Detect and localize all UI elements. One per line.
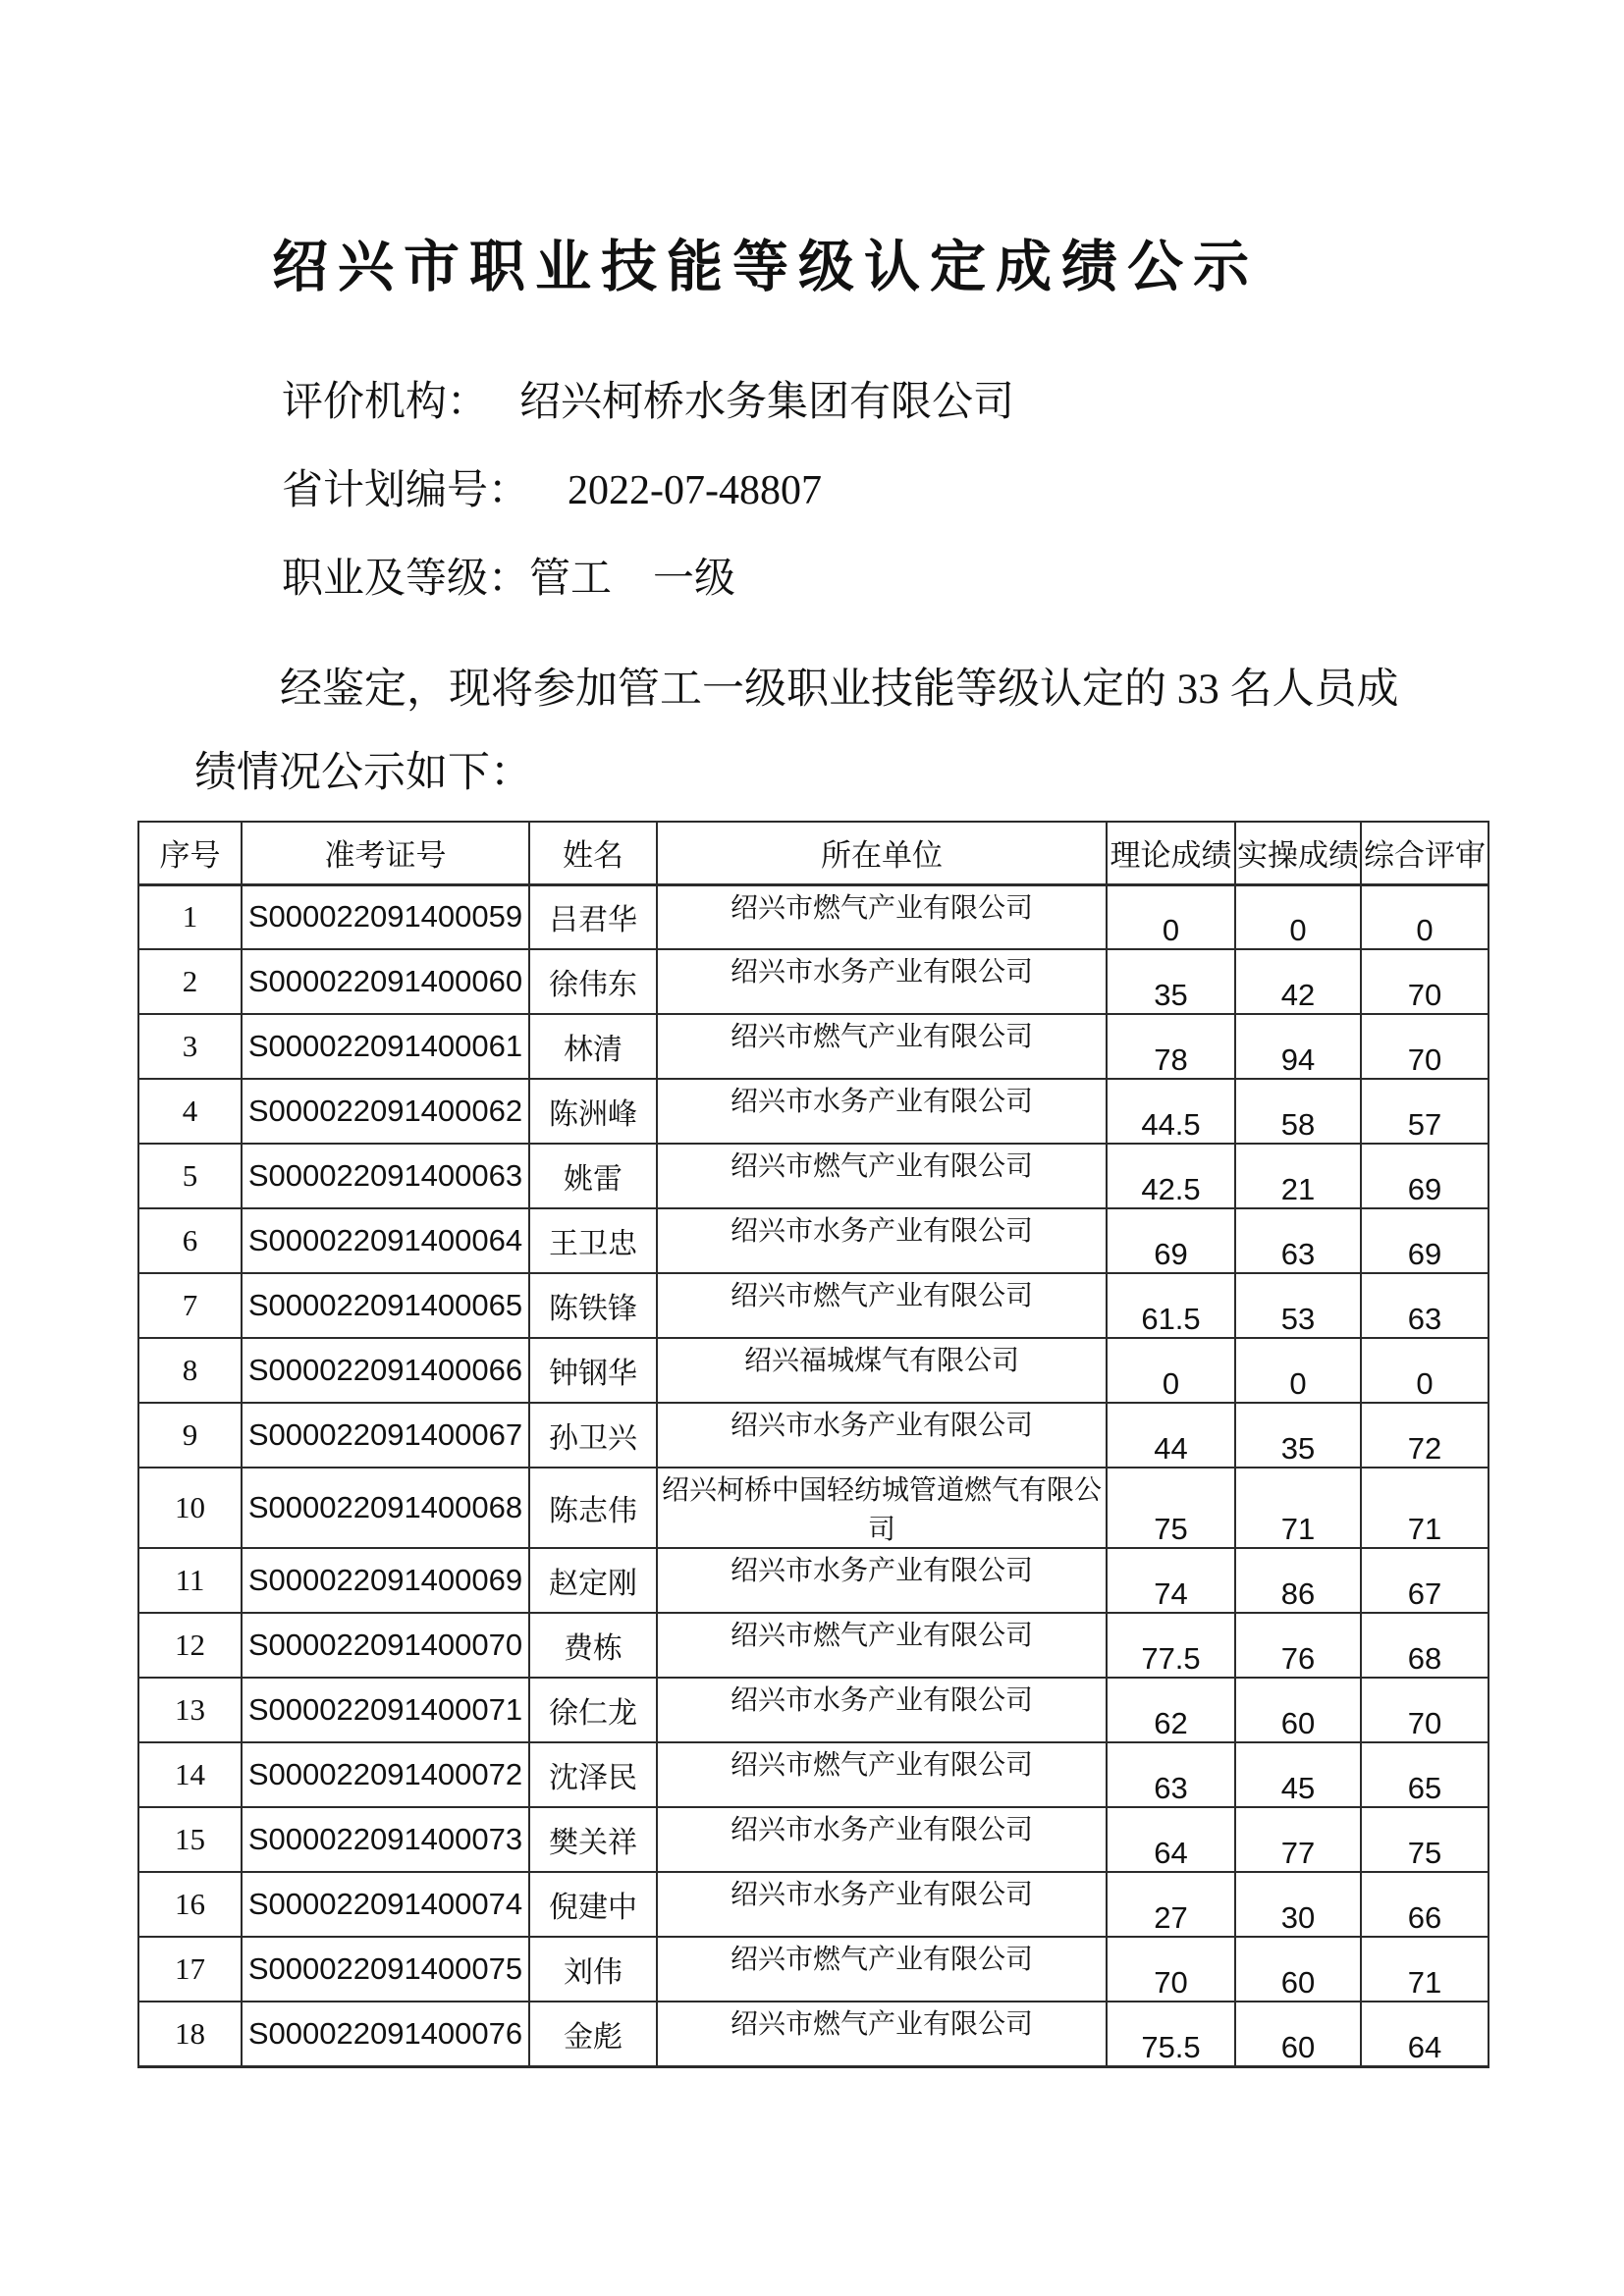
- table-row: [138, 949, 1489, 1014]
- cell-name: 陈志伟: [529, 1468, 657, 1548]
- cell-employer: 绍兴市水务产业有限公司: [657, 1208, 1107, 1273]
- table-row: [138, 1338, 1489, 1403]
- cell-index: 14: [138, 1742, 242, 1807]
- cell-exam-id: S000022091400065: [242, 1273, 529, 1338]
- meta-value-evaluator: 绍兴柯桥水务集团有限公司: [519, 380, 1015, 425]
- cell-practical-score: 0: [1235, 1338, 1361, 1403]
- cell-name: 徐伟东: [529, 949, 657, 1014]
- cell-practical-score: 53: [1235, 1273, 1361, 1338]
- cell-employer: 绍兴市水务产业有限公司: [657, 1872, 1107, 1937]
- cell-index: 6: [138, 1208, 242, 1273]
- cell-theory-score: 69: [1107, 1208, 1235, 1273]
- cell-name: 姚雷: [529, 1144, 657, 1208]
- cell-index: 16: [138, 1872, 242, 1937]
- cell-review-score: 68: [1361, 1613, 1489, 1678]
- table-row: [138, 1208, 1489, 1273]
- cell-practical-score: 45: [1235, 1742, 1361, 1807]
- cell-name: 费栋: [529, 1613, 657, 1678]
- cell-index: 4: [138, 1079, 242, 1144]
- cell-practical-score: 94: [1235, 1014, 1361, 1079]
- table-row: [138, 1079, 1489, 1144]
- meta-label-evaluator: 评价机构：: [282, 380, 489, 425]
- cell-review-score: 0: [1361, 884, 1489, 949]
- column-header-6: 综合评审: [1361, 822, 1489, 884]
- table-row: [138, 1872, 1489, 1937]
- column-header-2: 姓名: [529, 822, 657, 884]
- cell-exam-id: S000022091400059: [242, 884, 529, 949]
- cell-index: 1: [138, 884, 242, 949]
- cell-review-score: 75: [1361, 1807, 1489, 1872]
- cell-employer: 绍兴市水务产业有限公司: [657, 949, 1107, 1014]
- cell-index: 3: [138, 1014, 242, 1079]
- cell-exam-id: S000022091400063: [242, 1144, 529, 1208]
- column-header-1: 准考证号: [242, 822, 529, 884]
- cell-employer: 绍兴市水务产业有限公司: [657, 1678, 1107, 1742]
- table-header-row: [138, 822, 1489, 884]
- cell-theory-score: 44.5: [1107, 1079, 1235, 1144]
- cell-practical-score: 0: [1235, 884, 1361, 949]
- cell-index: 7: [138, 1273, 242, 1338]
- cell-review-score: 57: [1361, 1079, 1489, 1144]
- meta-line-evaluator: [282, 369, 1014, 428]
- cell-theory-score: 74: [1107, 1548, 1235, 1613]
- cell-exam-id: S000022091400060: [242, 949, 529, 1014]
- cell-name: 王卫忠: [529, 1208, 657, 1273]
- cell-practical-score: 35: [1235, 1403, 1361, 1468]
- cell-name: 金彪: [529, 2002, 657, 2066]
- cell-employer: 绍兴市燃气产业有限公司: [657, 1014, 1107, 1079]
- results-table: [137, 821, 1489, 2068]
- table-row: [138, 1742, 1489, 1807]
- cell-index: 15: [138, 1807, 242, 1872]
- cell-review-score: 72: [1361, 1403, 1489, 1468]
- cell-index: 17: [138, 1937, 242, 2002]
- cell-exam-id: S000022091400076: [242, 2002, 529, 2066]
- cell-practical-score: 60: [1235, 1937, 1361, 2002]
- cell-name: 林清: [529, 1014, 657, 1079]
- column-header-4: 理论成绩: [1107, 822, 1235, 884]
- cell-exam-id: S000022091400062: [242, 1079, 529, 1144]
- cell-index: 18: [138, 2002, 242, 2066]
- cell-employer: 绍兴市燃气产业有限公司: [657, 1613, 1107, 1678]
- cell-name: 刘伟: [529, 1937, 657, 2002]
- cell-practical-score: 71: [1235, 1468, 1361, 1548]
- table-body: [138, 884, 1489, 2066]
- cell-exam-id: S000022091400071: [242, 1678, 529, 1742]
- column-header-5: 实操成绩: [1235, 822, 1361, 884]
- cell-index: 13: [138, 1678, 242, 1742]
- cell-review-score: 71: [1361, 1937, 1489, 2002]
- table-row: [138, 1937, 1489, 2002]
- cell-review-score: 70: [1361, 1678, 1489, 1742]
- cell-employer: 绍兴市燃气产业有限公司: [657, 1273, 1107, 1338]
- cell-employer: 绍兴市燃气产业有限公司: [657, 1144, 1107, 1208]
- page-title: 绍兴市职业技能等级认定成绩公示: [272, 236, 1259, 298]
- cell-practical-score: 77: [1235, 1807, 1361, 1872]
- cell-review-score: 70: [1361, 949, 1489, 1014]
- table-row: [138, 1468, 1489, 1548]
- cell-theory-score: 64: [1107, 1807, 1235, 1872]
- cell-name: 陈洲峰: [529, 1079, 657, 1144]
- table-row: [138, 1548, 1489, 1613]
- cell-exam-id: S000022091400070: [242, 1613, 529, 1678]
- cell-exam-id: S000022091400064: [242, 1208, 529, 1273]
- cell-index: 11: [138, 1548, 242, 1613]
- cell-exam-id: S000022091400061: [242, 1014, 529, 1079]
- table-row: [138, 1273, 1489, 1338]
- cell-exam-id: S000022091400068: [242, 1468, 529, 1548]
- cell-practical-score: 42: [1235, 949, 1361, 1014]
- cell-name: 倪建中: [529, 1872, 657, 1937]
- cell-index: 9: [138, 1403, 242, 1468]
- cell-index: 5: [138, 1144, 242, 1208]
- table-row: [138, 2002, 1489, 2066]
- cell-theory-score: 77.5: [1107, 1613, 1235, 1678]
- cell-name: 徐仁龙: [529, 1678, 657, 1742]
- table-row: [138, 1403, 1489, 1468]
- cell-theory-score: 44: [1107, 1403, 1235, 1468]
- column-header-3: 所在单位: [657, 822, 1107, 884]
- table-row: [138, 1678, 1489, 1742]
- cell-theory-score: 0: [1107, 884, 1235, 949]
- cell-review-score: 66: [1361, 1872, 1489, 1937]
- cell-exam-id: S000022091400074: [242, 1872, 529, 1937]
- cell-theory-score: 62: [1107, 1678, 1235, 1742]
- cell-exam-id: S000022091400066: [242, 1338, 529, 1403]
- table-row: [138, 884, 1489, 949]
- cell-review-score: 65: [1361, 1742, 1489, 1807]
- cell-name: 吕君华: [529, 884, 657, 949]
- cell-theory-score: 70: [1107, 1937, 1235, 2002]
- meta-label-plan-number: 省计划编号：: [282, 468, 530, 513]
- cell-review-score: 69: [1361, 1144, 1489, 1208]
- cell-theory-score: 78: [1107, 1014, 1235, 1079]
- cell-index: 10: [138, 1468, 242, 1548]
- cell-practical-score: 86: [1235, 1548, 1361, 1613]
- cell-employer: 绍兴市水务产业有限公司: [657, 1807, 1107, 1872]
- cell-exam-id: S000022091400067: [242, 1403, 529, 1468]
- cell-name: 樊关祥: [529, 1807, 657, 1872]
- meta-line-occupation-level: [282, 546, 735, 605]
- cell-practical-score: 60: [1235, 2002, 1361, 2066]
- cell-practical-score: 76: [1235, 1613, 1361, 1678]
- cell-employer: 绍兴柯桥中国轻纺城管道燃气有限公司: [657, 1468, 1107, 1548]
- cell-exam-id: S000022091400075: [242, 1937, 529, 2002]
- cell-employer: 绍兴市燃气产业有限公司: [657, 1742, 1107, 1807]
- cell-theory-score: 75: [1107, 1468, 1235, 1548]
- meta-line-plan-number: [282, 457, 822, 516]
- cell-practical-score: 63: [1235, 1208, 1361, 1273]
- cell-review-score: 69: [1361, 1208, 1489, 1273]
- meta-value-plan-number: 2022-07-48807: [568, 468, 822, 513]
- cell-theory-score: 61.5: [1107, 1273, 1235, 1338]
- cell-theory-score: 27: [1107, 1872, 1235, 1937]
- cell-review-score: 64: [1361, 2002, 1489, 2066]
- cell-index: 12: [138, 1613, 242, 1678]
- cell-review-score: 70: [1361, 1014, 1489, 1079]
- cell-theory-score: 42.5: [1107, 1144, 1235, 1208]
- cell-theory-score: 35: [1107, 949, 1235, 1014]
- cell-exam-id: S000022091400072: [242, 1742, 529, 1807]
- cell-theory-score: 75.5: [1107, 2002, 1235, 2066]
- cell-review-score: 67: [1361, 1548, 1489, 1613]
- cell-exam-id: S000022091400069: [242, 1548, 529, 1613]
- cell-practical-score: 60: [1235, 1678, 1361, 1742]
- cell-theory-score: 63: [1107, 1742, 1235, 1807]
- cell-name: 孙卫兴: [529, 1403, 657, 1468]
- cell-name: 陈铁锋: [529, 1273, 657, 1338]
- meta-value-occupation-level: 管工 一级: [529, 557, 736, 602]
- cell-exam-id: S000022091400073: [242, 1807, 529, 1872]
- cell-employer: 绍兴市燃气产业有限公司: [657, 884, 1107, 949]
- meta-label-occupation-level: 职业及等级：: [282, 557, 530, 602]
- intro-paragraph-line-2: 绩情况公示如下：: [194, 750, 532, 796]
- cell-practical-score: 21: [1235, 1144, 1361, 1208]
- cell-review-score: 0: [1361, 1338, 1489, 1403]
- cell-employer: 绍兴福城煤气有限公司: [657, 1338, 1107, 1403]
- cell-index: 8: [138, 1338, 242, 1403]
- table-row: [138, 1144, 1489, 1208]
- cell-name: 沈泽民: [529, 1742, 657, 1807]
- cell-employer: 绍兴市水务产业有限公司: [657, 1403, 1107, 1468]
- table-row: [138, 1014, 1489, 1079]
- cell-name: 赵定刚: [529, 1548, 657, 1613]
- cell-review-score: 63: [1361, 1273, 1489, 1338]
- cell-index: 2: [138, 949, 242, 1014]
- cell-employer: 绍兴市水务产业有限公司: [657, 1079, 1107, 1144]
- cell-employer: 绍兴市水务产业有限公司: [657, 1548, 1107, 1613]
- cell-theory-score: 0: [1107, 1338, 1235, 1403]
- table-row: [138, 1613, 1489, 1678]
- cell-employer: 绍兴市燃气产业有限公司: [657, 2002, 1107, 2066]
- table-row: [138, 1807, 1489, 1872]
- cell-practical-score: 30: [1235, 1872, 1361, 1937]
- cell-name: 钟钢华: [529, 1338, 657, 1403]
- cell-review-score: 71: [1361, 1468, 1489, 1548]
- cell-employer: 绍兴市燃气产业有限公司: [657, 1937, 1107, 2002]
- column-header-0: 序号: [138, 822, 242, 884]
- cell-practical-score: 58: [1235, 1079, 1361, 1144]
- intro-paragraph-line-1: 经鉴定，现将参加管工一级职业技能等级认定的 33 名人员成: [280, 667, 1399, 713]
